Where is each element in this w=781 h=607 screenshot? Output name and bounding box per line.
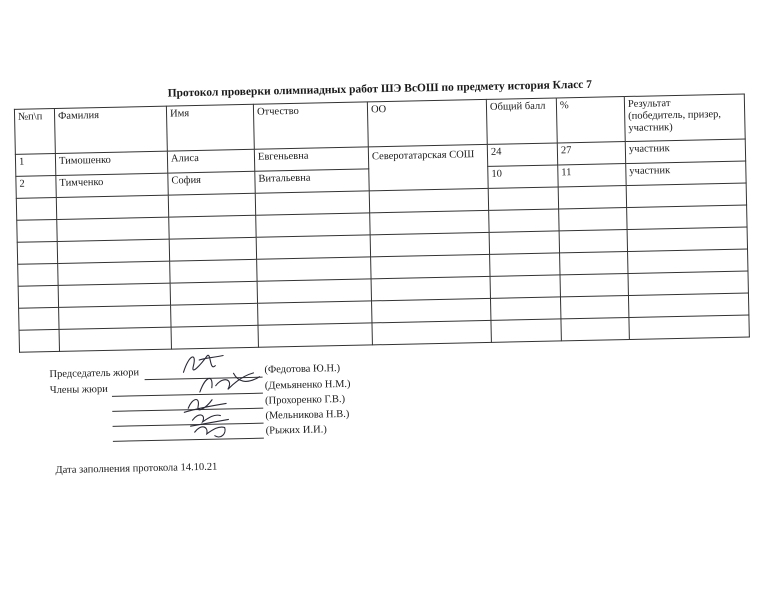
col-patronymic-header: Отчество: [253, 102, 368, 149]
row-lastname: Тимошенко: [55, 151, 167, 175]
col-firstname-header: Имя: [166, 104, 254, 151]
row-patronymic: Витальевна: [255, 169, 369, 193]
row-percent: 11: [558, 164, 626, 187]
row-num: 2: [16, 175, 56, 198]
col-score-header: Общий балл: [486, 98, 557, 144]
row-score: 10: [488, 165, 558, 188]
row-num: 1: [15, 153, 55, 176]
col-school-header: ОО: [367, 99, 487, 146]
protocol-title: Протокол проверки олимпиадных работ ШЭ ВсОШ по предмету история Класс 7: [167, 78, 593, 100]
col-num-header: №п\п: [14, 108, 55, 154]
jury-name-2: (Демьяненко Н.М.): [264, 378, 351, 392]
row-school: Северотатарская СОШ: [368, 144, 488, 190]
jury-chair-label: Председатель жюри: [49, 367, 140, 381]
row-firstname: Алиса: [167, 149, 254, 173]
row-result: участник: [625, 139, 745, 164]
row-percent: 27: [557, 142, 625, 165]
jury-name-5: (Рыжих И.И.): [265, 424, 327, 437]
col-percent-header: %: [556, 97, 625, 143]
jury-name-1: (Федотова Ю.Н.): [264, 363, 341, 376]
row-result: участник: [626, 161, 746, 186]
jury-name-4: (Мельникова Н.В.): [265, 408, 350, 422]
col-result-header: Результат (победитель, призер, участник): [624, 94, 745, 142]
protocol-date: Дата заполнения протокола 14.10.21: [55, 461, 218, 477]
row-patronymic: Евгеньевна: [254, 147, 368, 171]
jury-name-3: (Прохоренко Г.В.): [264, 393, 346, 407]
row-firstname: София: [168, 171, 255, 195]
row-lastname: Тимченко: [56, 173, 168, 197]
jury-members-label: Члены жюри: [49, 383, 108, 397]
row-score: 24: [487, 143, 557, 166]
col-lastname-header: Фамилия: [54, 106, 167, 153]
